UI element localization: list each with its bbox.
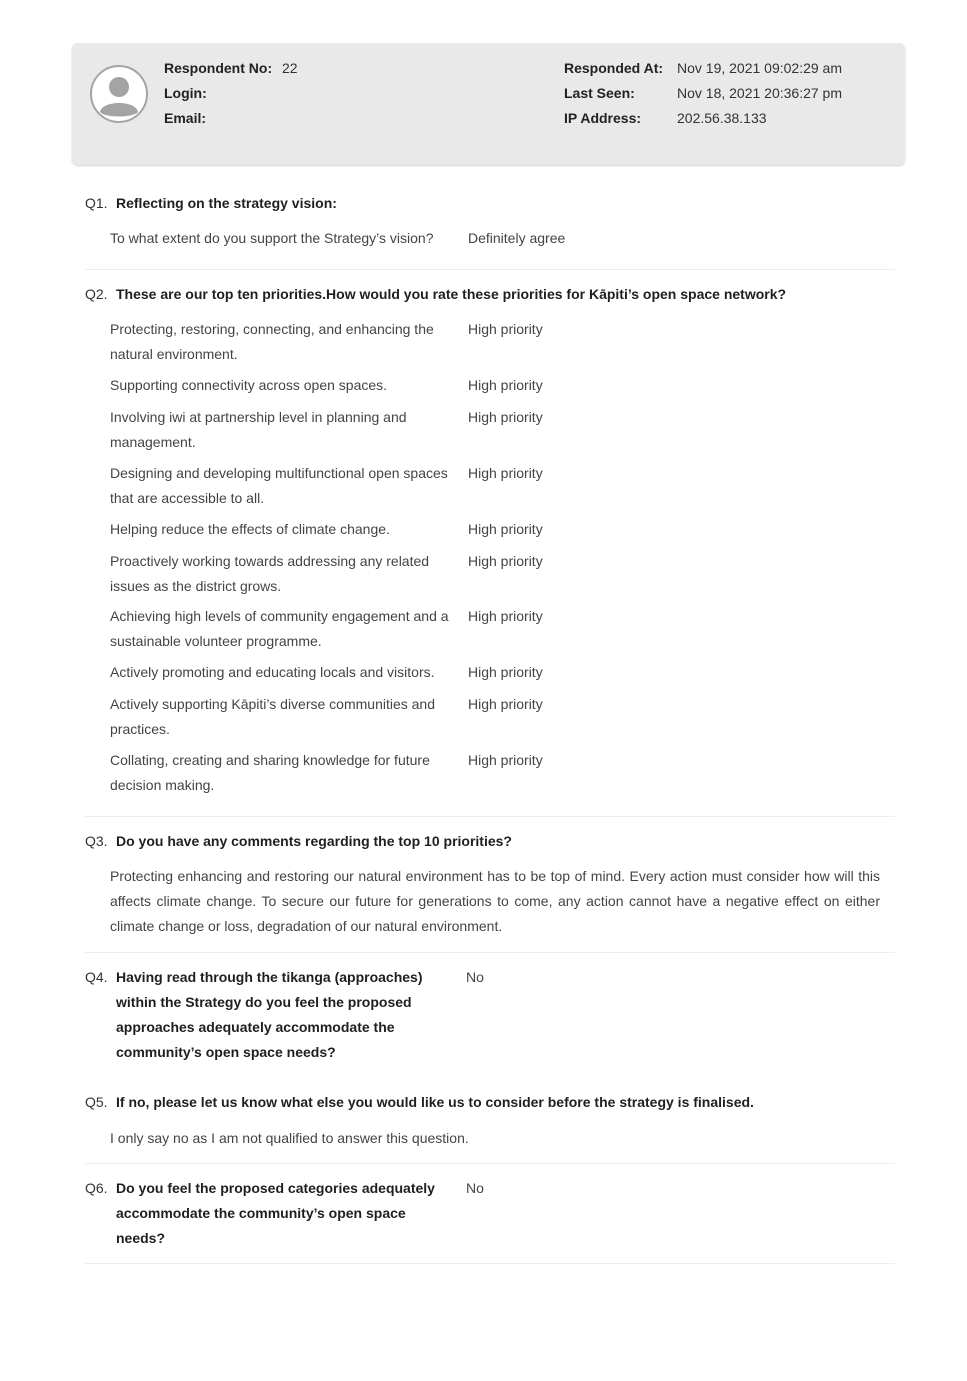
divider [85,1263,895,1264]
last-seen-label: Last Seen: [564,85,635,101]
respondent-no-label: Respondent No: [164,60,273,76]
respondent-no-value: 22 [282,60,298,76]
priority-row-label: Actively promoting and educating locals and visitors. [110,664,435,680]
question-text: Do you have any comments regarding the top 10 priorities? [116,833,512,849]
ip-address-value: 202.56.38.133 [677,110,767,126]
question-text: If no, please let us know what else you would like us to consider before the strategy is finalised. [116,1094,754,1110]
priority-row-label: Designing and developing multifunctional open spaces that are accessible to all. [110,465,448,506]
question-number: Q6. [85,1180,108,1196]
question-number: Q4. [85,969,108,985]
priority-row-label: Collating, creating and sharing knowledge for future decision making. [110,752,430,793]
priority-row-value: High priority [468,608,543,624]
question-number: Q2. [85,286,108,302]
question-text: Do you feel the proposed categories adequately accommodate the community’s open space needs? [116,1180,435,1246]
priority-row-value: High priority [468,409,543,425]
priority-row-value: High priority [468,664,543,680]
question-number: Q3. [85,833,108,849]
priority-row-label: Involving iwi at partnership level in planning and management. [110,409,407,450]
priority-row-value: High priority [468,377,543,393]
priority-row-value: High priority [468,521,543,537]
user-avatar-icon [89,64,149,124]
priority-row-label: Supporting connectivity across open spaces. [110,377,388,393]
email-label: Email: [164,110,207,126]
priority-row-value: High priority [468,321,543,337]
respondent-header [72,43,905,165]
priority-row-label: Actively supporting Kāpiti’s diverse communities and practices. [110,696,436,737]
divider [85,952,895,953]
divider [85,269,895,270]
answer-text: Protecting enhancing and restoring our natural environment has to be top of mind. Every action must consider how will this affects climate change. To secure our future for generations to come, any action cannot have a negative effect on either climate change or loss, degradation of our natural environment. [110,868,880,934]
last-seen-value: Nov 18, 2021 20:36:27 pm [677,85,843,101]
ip-address-label: IP Address: [564,110,642,126]
question-number: Q1. [85,195,108,211]
responded-at-value: Nov 19, 2021 09:02:29 am [677,60,843,76]
question-text: Reflecting on the strategy vision: [116,195,337,211]
priority-row-label: Achieving high levels of community engagement and a sustainable volunteer programme. [110,608,449,649]
priority-row-value: High priority [468,553,543,569]
answer-value: No [466,969,484,985]
divider [85,816,895,817]
answer-value: No [466,1180,484,1196]
priority-row-label: Protecting, restoring, connecting, and enhancing the natural environment. [110,321,434,362]
priority-row-value: High priority [468,696,543,712]
answer-text: I only say no as I am not qualified to answer this question. [110,1130,469,1146]
question-text: These are our top ten priorities.How would you rate these priorities for Kāpiti’s open space network? [116,286,787,302]
answer-row-value: Definitely agree [468,230,566,246]
priority-row-value: High priority [468,752,543,768]
divider [85,1163,895,1164]
priority-row-label: Proactively working towards addressing any related issues as the district grows. [110,553,430,594]
question-text: Having read through the tikanga (approaches) within the Strategy do you feel the proposed approaches adequately accommodate the community’s open space needs? [116,969,423,1060]
answer-row-label: To what extent do you support the Strategy’s vision? [110,230,434,246]
priority-row-value: High priority [468,465,543,481]
responded-at-label: Responded At: [564,60,664,76]
login-label: Login: [164,85,207,101]
priority-row-label: Helping reduce the effects of climate change. [110,521,390,537]
question-number: Q5. [85,1094,108,1110]
